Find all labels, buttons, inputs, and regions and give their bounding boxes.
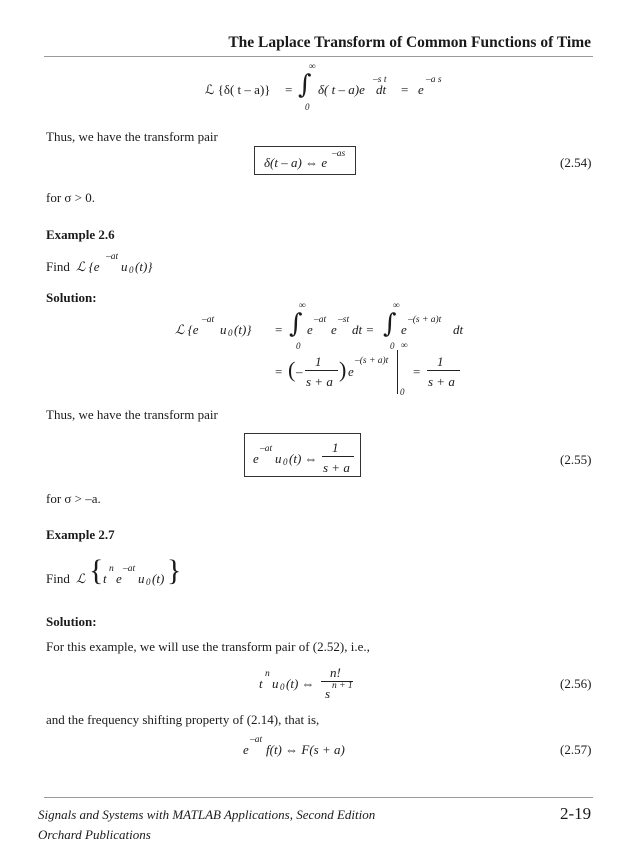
sol1-row2-num2: 1: [437, 354, 444, 369]
sol1-equals: =: [275, 322, 283, 337]
eq256-t-exp: n: [265, 669, 270, 679]
footer-rule: [44, 797, 593, 798]
left-brace: {: [89, 554, 104, 587]
sol1-lower-1: 0: [296, 341, 301, 351]
equation-number-2-56: (2.56): [560, 676, 592, 691]
find-expr: ℒ {e: [76, 259, 100, 274]
solution-label-1: Solution:: [46, 290, 97, 305]
eq255-sub: 0: [283, 457, 288, 467]
evaluation-bar: [397, 350, 398, 394]
sol1-row2-neg: –: [296, 364, 303, 379]
sol1-i1-e: e: [307, 322, 313, 337]
page-number: 2-19: [560, 804, 592, 823]
eq256-numerator: n!: [330, 665, 341, 680]
eq-intro-dt: dt: [376, 82, 387, 97]
find2-t-exp: n: [109, 564, 114, 574]
footer-publisher: Orchard Publications: [38, 827, 151, 842]
sol1-lower-2: 0: [390, 341, 395, 351]
eq255-rest: (t) ⇔: [289, 451, 318, 466]
find2-end: (t): [152, 571, 165, 586]
equation-number-2-55: (2.55): [560, 452, 592, 467]
find2-sub: 0: [146, 577, 151, 587]
fraction-bar-2: [427, 370, 460, 371]
fraction-bar-1: [305, 370, 338, 371]
sol1-i1-exp2: –st: [338, 315, 350, 325]
eq256-t: t: [259, 676, 263, 691]
equation-number-2-54: (2.54): [560, 155, 592, 170]
eq255-numerator: 1: [332, 440, 339, 455]
footer-book-title: Signals and Systems with MATLAB Applications, Second Edition: [38, 807, 376, 822]
sol1-i1-exp1: –at: [314, 315, 327, 325]
paragraph-transform-pair-ref: For this example, we will use the transform pair of (2.52), i.e.,: [46, 639, 370, 654]
sol1-row2-exp: –(s + a)t: [355, 356, 389, 366]
find-u: u: [121, 259, 128, 274]
eq-intro-equals: =: [285, 82, 293, 97]
sol1-row2-equals: =: [275, 364, 283, 379]
page-header-title: The Laplace Transform of Common Functions of Time: [228, 34, 591, 51]
equation-number-2-57: (2.57): [560, 742, 592, 757]
sol1-row2-lower: 0: [400, 387, 405, 397]
eq-intro-exp: –s t: [373, 75, 387, 85]
sol1-upper-1: ∞: [299, 301, 306, 311]
example-2-6-title: Example 2.6: [46, 227, 115, 242]
eq-intro-rhs-exp: –a s: [426, 75, 442, 85]
eq255-u: u: [275, 451, 282, 466]
eq256-u: u: [272, 676, 279, 691]
sol1-lhs: ℒ {e: [175, 322, 199, 337]
solution-label-2: Solution:: [46, 614, 97, 629]
sol1-row2-upper: ∞: [401, 341, 408, 351]
sol1-i2-exp: –(s + a)t: [408, 315, 442, 325]
find-label: Find: [46, 259, 70, 274]
find2-t: t: [103, 571, 107, 586]
sol1-row2-e: e: [348, 364, 354, 379]
sol1-row2-den2: s + a: [428, 374, 455, 389]
eq-intro-equals2: =: [401, 82, 409, 97]
eq254-exp: –as: [332, 149, 346, 159]
header-rule: [44, 56, 593, 57]
find2-label: Find: [46, 571, 70, 586]
right-paren: ): [339, 357, 347, 382]
eq255-denominator: s + a: [323, 460, 350, 475]
find2-u: u: [138, 571, 145, 586]
find2-e-exp: –at: [123, 564, 136, 574]
find-exp: –at: [106, 252, 119, 262]
eq255-e: e: [253, 451, 259, 466]
condition-sigma-2: for σ > –a.: [46, 491, 101, 506]
sol1-row2-equals2: =: [413, 364, 421, 379]
sol1-lhs-exp: –at: [202, 315, 215, 325]
sol1-lhs-u: u: [220, 322, 227, 337]
sol1-upper-2: ∞: [393, 301, 400, 311]
eq256-den-exp: n + 1: [332, 681, 353, 691]
paragraph-transform-pair-1: Thus, we have the transform pair: [46, 129, 218, 144]
lower-limit: 0: [305, 102, 310, 112]
eq-intro-rhs: e: [418, 82, 424, 97]
eq257-rest: f(t) ⇔ F(s + a): [266, 742, 345, 757]
eq-intro-lhs: ℒ {δ( t – a)}: [205, 82, 271, 97]
sol1-i2-dt: dt: [453, 322, 464, 337]
sol1-i2-e: e: [401, 322, 407, 337]
integral-sign: ∫: [298, 70, 312, 100]
eq254-expression: δ(t – a) ⇔ e: [264, 155, 328, 170]
eq256-den-s: s: [325, 686, 331, 701]
sol1-lhs-sub: 0: [228, 328, 233, 338]
upper-limit: ∞: [309, 62, 316, 72]
integral-sign-2: ∫: [289, 309, 303, 339]
integral-sign-3: ∫: [383, 309, 397, 339]
paragraph-transform-pair-2: Thus, we have the transform pair: [46, 407, 218, 422]
eq256-rest: (t) ⇔: [286, 676, 315, 691]
right-brace: }: [167, 554, 182, 587]
eq257-e: e: [243, 742, 249, 757]
paragraph-frequency-shift: and the frequency shifting property of (2.14), that is,: [46, 712, 320, 727]
sol1-row2-num: 1: [315, 354, 322, 369]
sol1-i1-dt: dt =: [352, 322, 375, 337]
left-paren: (: [288, 357, 296, 382]
sol1-lhs-end: (t)}: [234, 322, 252, 337]
find2-laplace: ℒ: [76, 571, 86, 586]
find-sub: 0: [129, 265, 134, 275]
sol1-i1-e2: e: [331, 322, 337, 337]
find-end: (t)}: [135, 259, 153, 274]
example-2-7-title: Example 2.7: [46, 527, 115, 542]
find2-e: e: [116, 571, 122, 586]
eq257-exp: –at: [250, 735, 263, 745]
eq256-sub: 0: [280, 682, 285, 692]
sol1-row2-den: s + a: [306, 374, 333, 389]
fraction-bar-3: [322, 456, 354, 457]
eq-intro-integrand: δ( t – a)e: [318, 82, 365, 97]
condition-sigma-1: for σ > 0.: [46, 190, 95, 205]
eq255-exp: –at: [260, 444, 273, 454]
